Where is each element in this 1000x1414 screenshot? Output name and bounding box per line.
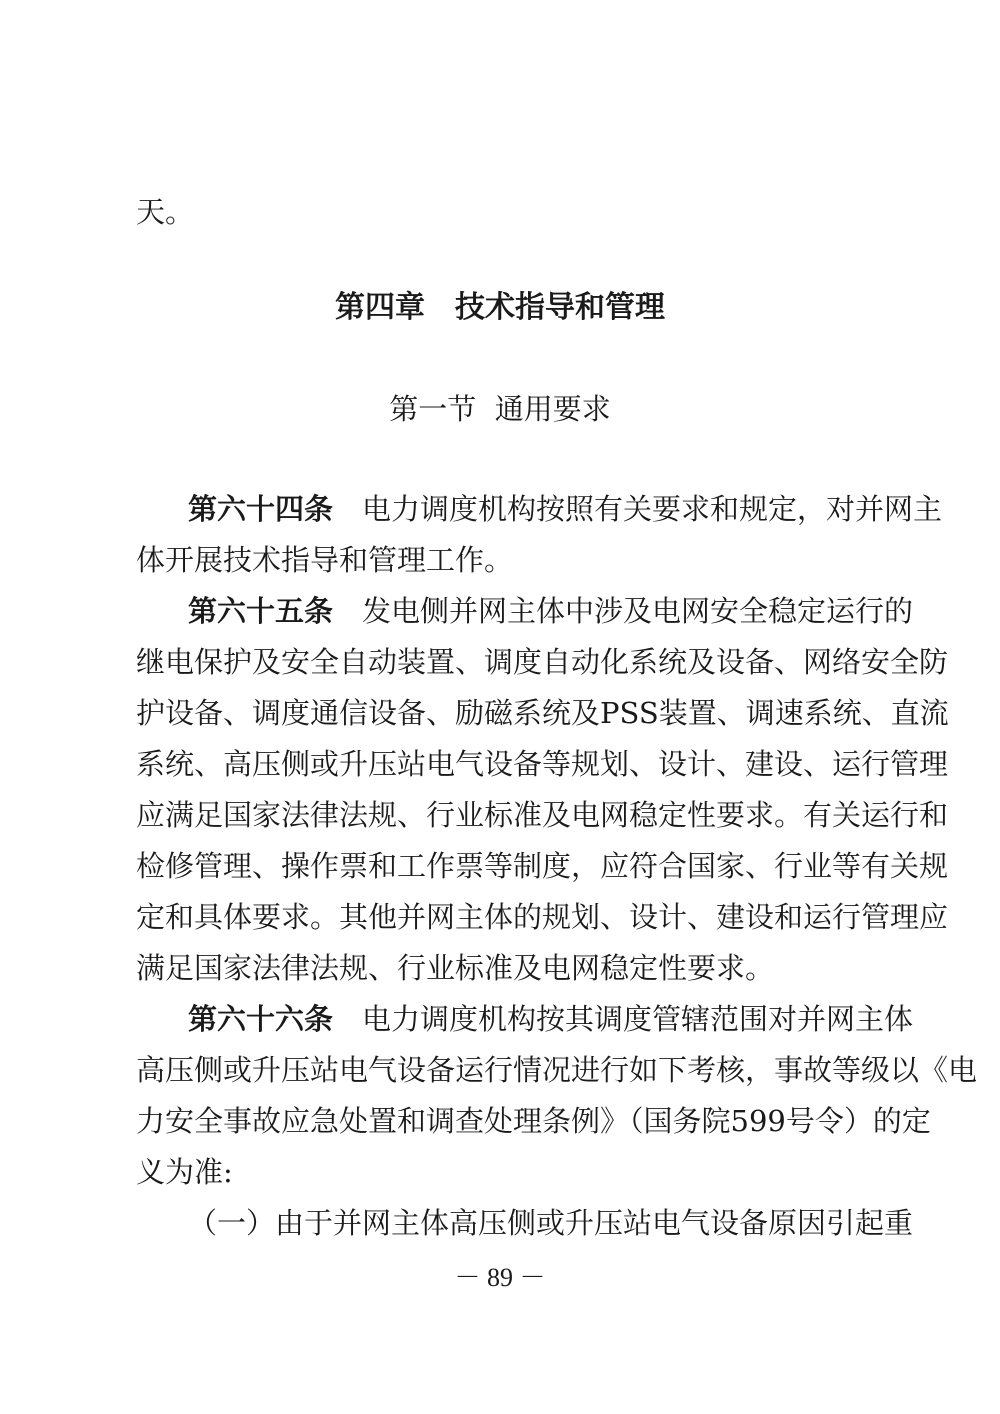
article-66-line-2: 高压侧或升压站电气设备运行情况进行如下考核，事故等级以《电	[136, 1053, 978, 1087]
page-number: － 89 －	[454, 1263, 546, 1292]
continuation-text: 天。	[136, 195, 195, 229]
article-66-line-4: 义为准:	[136, 1155, 233, 1189]
article-65-label: 第六十五条	[188, 594, 334, 628]
article-64-text: 电力调度机构按照有关要求和规定，对并网主	[333, 492, 943, 526]
chapter-title: 第四章 技术指导和管理	[335, 290, 665, 325]
article-65-line-5: 应满足国家法律法规、行业标准及电网稳定性要求。有关运行和	[136, 798, 949, 832]
article-66-line-3: 力安全事故应急处置和调查处理条例》（国务院599号令）的定	[136, 1104, 931, 1138]
article-64-line-2: 体开展技术指导和管理工作。	[136, 543, 514, 577]
article-65-line-7: 定和具体要求。其他并网主体的规划、设计、建设和运行管理应	[136, 900, 949, 934]
article-66-label: 第六十六条	[188, 1002, 334, 1036]
article-66-item-1: （一）由于并网主体高压侧或升压站电气设备原因引起重	[188, 1206, 914, 1240]
article-65-line-4: 系统、高压侧或升压站电气设备等规划、设计、建设、运行管理	[136, 747, 949, 781]
article-64-label: 第六十四条	[188, 492, 334, 526]
article-65-line-3: 护设备、调度通信设备、励磁系统及PSS装置、调速系统、直流	[136, 696, 949, 730]
article-66-line-1	[188, 999, 914, 1039]
article-65-line-6: 检修管理、操作票和工作票等制度，应符合国家、行业等有关规	[136, 849, 949, 883]
article-65-line-2: 继电保护及安全自动装置、调度自动化系统及设备、网络安全防	[136, 645, 949, 679]
article-66-text: 电力调度机构按其调度管辖范围对并网主体	[333, 1002, 914, 1036]
article-65-text: 发电侧并网主体中涉及电网安全稳定运行的	[333, 594, 914, 628]
article-65-line-8: 满足国家法律法规、行业标准及电网稳定性要求。	[136, 951, 775, 985]
article-64-line-1	[188, 489, 943, 529]
article-65-line-1	[188, 591, 914, 631]
section-title: 第一节 通用要求	[389, 392, 611, 426]
